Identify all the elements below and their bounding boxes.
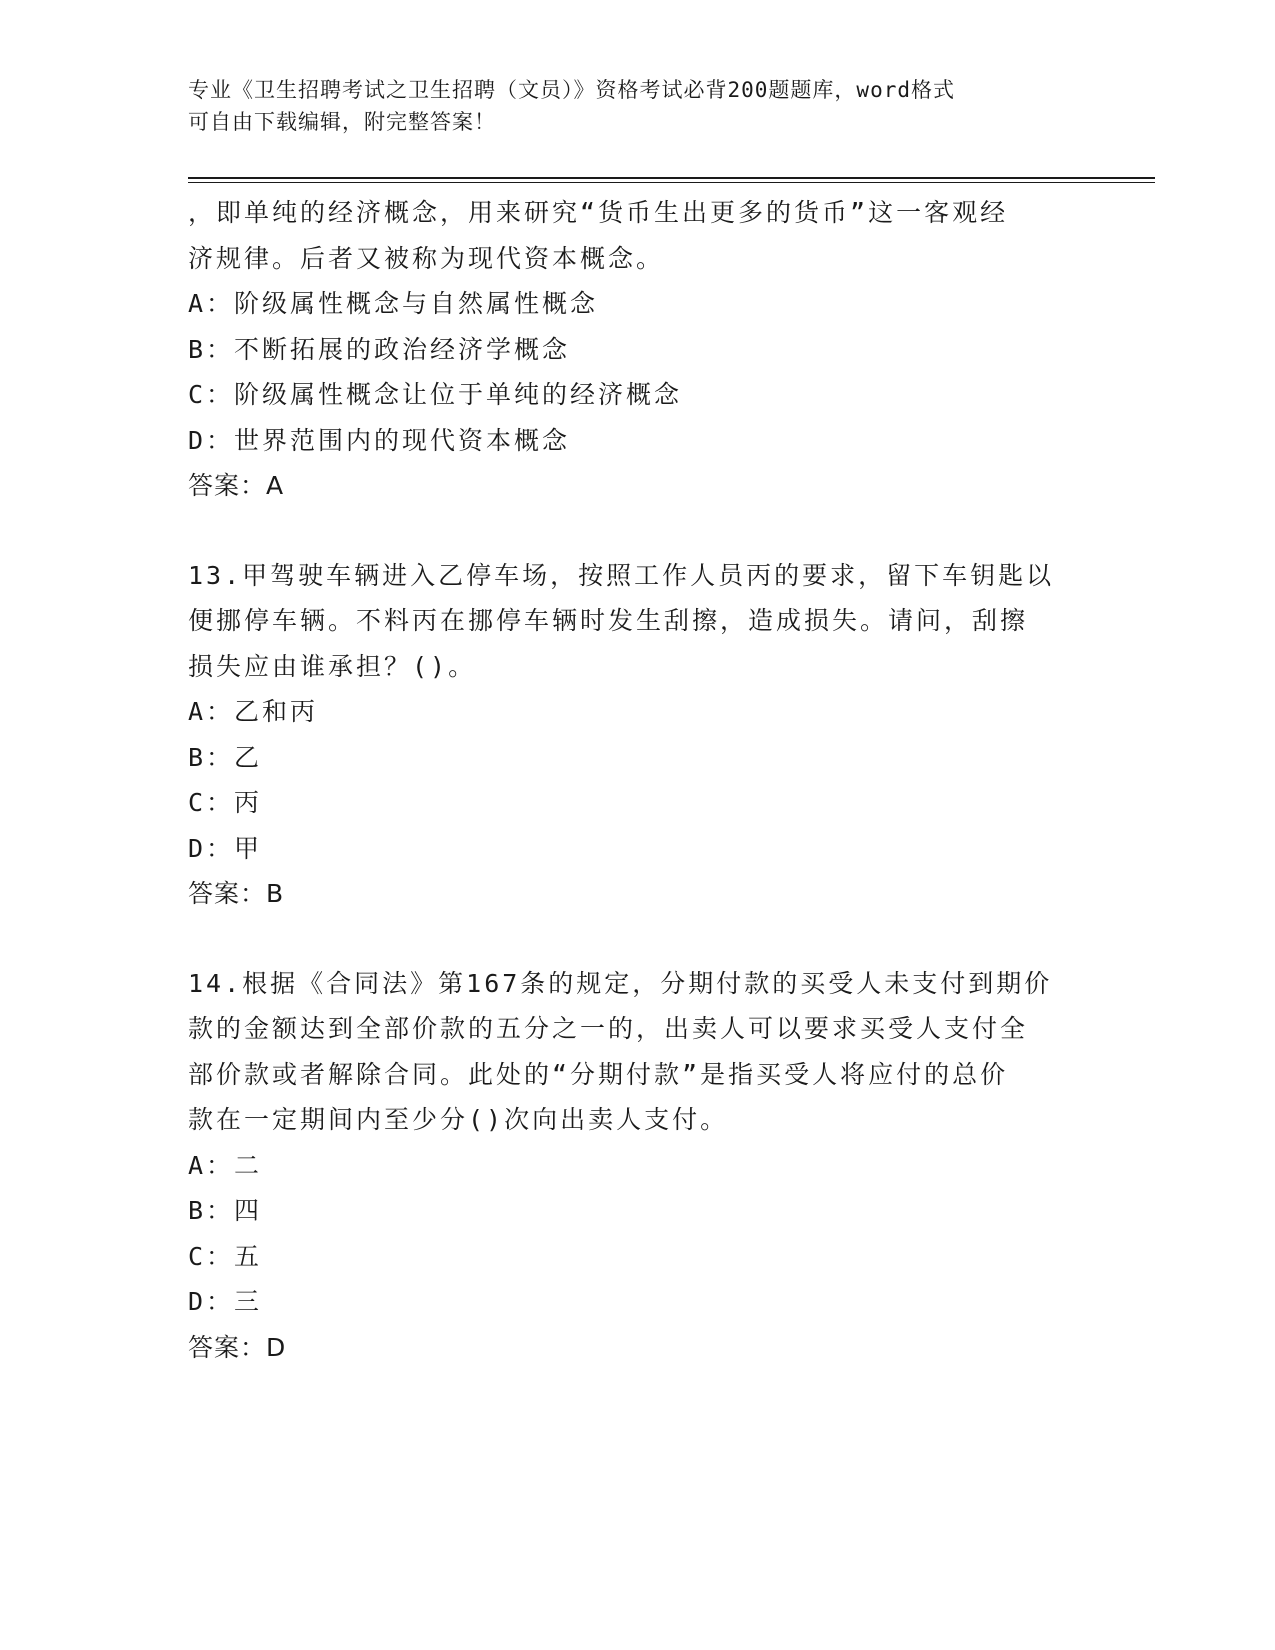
question-12 <box>188 190 1088 509</box>
header-divider <box>188 177 1155 179</box>
question-stem-line: 便挪停车辆。不料丙在挪停车辆时发生刮擦，造成损失。请问，刮擦 <box>188 606 1029 635</box>
option-a: A：乙和丙 <box>188 697 319 726</box>
header-divider-thin <box>188 182 1155 183</box>
header-line-1: 专业《卫生招聘考试之卫生招聘（文员）》资格考试必背200题题库，word格式 <box>188 78 955 102</box>
option-a: A：二 <box>188 1150 263 1180</box>
option-d: D：三 <box>188 1287 263 1316</box>
option-a: A：阶级属性概念与自然属性概念 <box>188 289 599 318</box>
question-stem-line: 款的金额达到全部价款的五分之一的，出卖人可以要求买受人支付全 <box>188 1014 1029 1043</box>
question-stem-line: ，即单纯的经济概念，用来研究“货币生出更多的货币”这一客观经 <box>188 198 1009 227</box>
answer-label: 答案：A <box>188 471 285 500</box>
answer-label: 答案：B <box>188 879 285 908</box>
option-b: B：不断拓展的政治经济学概念 <box>188 334 571 364</box>
option-c: C：丙 <box>188 788 263 817</box>
question-13 <box>188 553 1088 917</box>
question-stem-line: 14.根据《合同法》第167条的规定，分期付款的买受人未支付到期价 <box>188 968 1053 998</box>
option-c: C：五 <box>188 1241 263 1271</box>
option-d: D：世界范围内的现代资本概念 <box>188 425 571 455</box>
question-stem-line: 济规律。后者又被称为现代资本概念。 <box>188 243 665 273</box>
document-header <box>188 74 1068 138</box>
option-b: B：乙 <box>188 742 263 772</box>
option-b: B：四 <box>188 1196 263 1225</box>
option-c: C：阶级属性概念让位于单纯的经济概念 <box>188 380 683 409</box>
question-stem-line: 款在一定期间内至少分()次向出卖人支付。 <box>188 1105 729 1134</box>
answer-label: 答案：D <box>188 1332 287 1362</box>
question-stem-line: 部价款或者解除合同。此处的“分期付款”是指买受人将应付的总价 <box>188 1059 1009 1089</box>
question-14 <box>188 961 1088 1371</box>
question-stem-line: 13.甲驾驶车辆进入乙停车场，按照工作人员丙的要求，留下车钥匙以 <box>188 560 1055 590</box>
header-line-2: 可自由下载编辑，附完整答案！ <box>188 110 496 134</box>
question-stem-line: 损失应由谁承担？()。 <box>188 651 477 681</box>
option-d: D：甲 <box>188 833 263 863</box>
document-body <box>188 190 1088 1370</box>
